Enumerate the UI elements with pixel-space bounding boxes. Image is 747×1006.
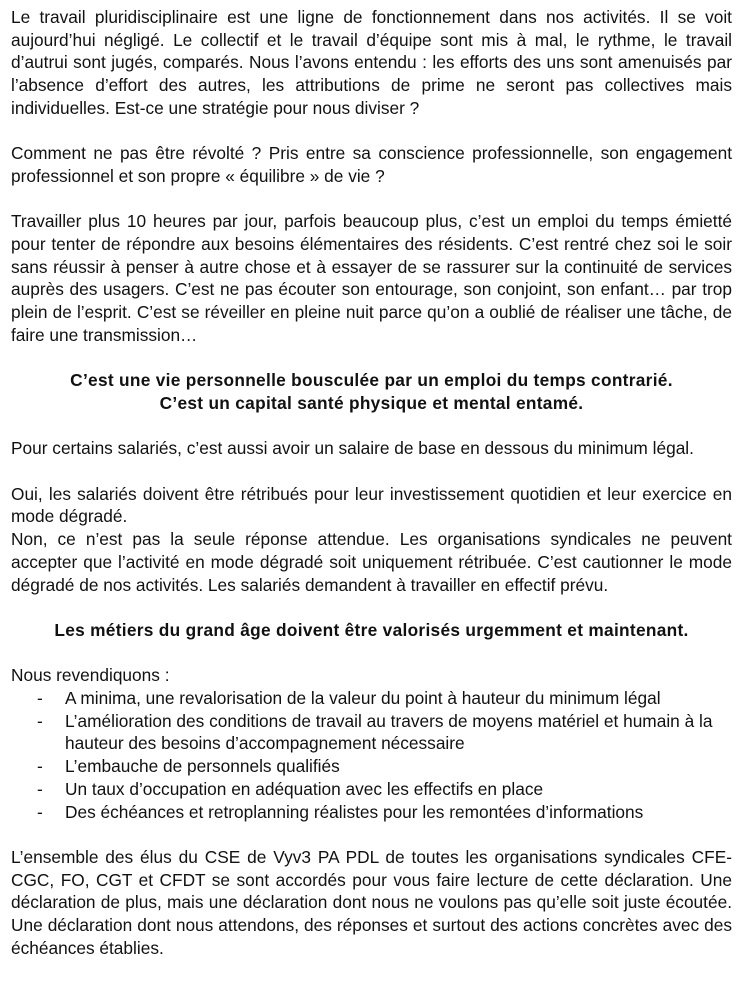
- paragraph-no: Non, ce n’est pas la seule réponse attendue. Les organisations syndicales ne peuvent accepter que l’activité en mode dégradé soit uniquement rétribuée. C’est cautionner le mode dégradé de nos activités. Les salariés demandent à travailler en effectif prévu.: [11, 529, 732, 595]
- paragraph-teamwork: Le travail pluridisciplinaire est une ligne de fonctionnement dans nos activités. Il se voit aujourd’hui négligé. Le collectif et le travail d’équipe sont mis à mal, le rythme, le travail d’autrui sont jugés, comparés. Nous l’avons entendu : les efforts des uns sont amenuisés par l’absence d’effort des autres, les attributions de prime ne seront pas collectives mais individuelles. Est-ce une stratégie pour nous diviser ?: [11, 7, 732, 118]
- paragraph-revolt: Comment ne pas être révolté ? Pris entre sa conscience professionnelle, son engagement professionnel et son propre « équilibre » de vie ?: [11, 143, 732, 186]
- paragraph-closing: L’ensemble des élus du CSE de Vyv3 PA PDL de toutes les organisations syndicales CFE-CGC, FO, CGT et CFDT se sont accordés pour vous faire lecture de cette déclaration. Une déclaration de plus, mais une déclaration dont nous ne voulons pas qu’elle soit juste écoutée. Une déclaration dont nous attendons, des réponses et surtout des actions concrètes avec des échéances établies.: [11, 846, 732, 958]
- highlight-personal-life: [11, 369, 732, 414]
- declaration-document: [11, 6, 732, 982]
- highlight-line-1: C’est une vie personnelle bousculée par un emploi du temps contrarié.: [70, 370, 673, 391]
- dash-bullet: -: [37, 710, 43, 731]
- dash-bullet: -: [37, 687, 43, 708]
- list-item-text: Un taux d’occupation en adéquation avec les effectifs en place: [65, 778, 544, 799]
- paragraph-yes: Oui, les salariés doivent être rétribués pour leur investissement quotidien et leur exercice en mode dégradé.: [11, 483, 732, 527]
- list-item-text: Des échéances et retroplanning réalistes pour les remontées d’informations: [65, 801, 644, 822]
- claims-intro: Nous revendiquons :: [11, 665, 170, 686]
- list-item: [11, 801, 732, 824]
- paragraph-workload: Travailler plus 10 heures par jour, parfois beaucoup plus, c’est un emploi du temps émietté pour tenter de répondre aux besoins élémentaires des résidents. C’est rentré chez soi le soir sans réussir à penser à autre chose et à essayer de se rassurer sur la continuité de services auprès des usagers. C’est ne pas écouter son entourage, son conjoint, son enfant… par trop plein de l’esprit. C’est se réveiller en pleine nuit parce qu’on a oublié de réaliser une tâche, de faire une transmission…: [11, 211, 732, 345]
- list-item-text: L’embauche de personnels qualifiés: [65, 756, 340, 777]
- list-item-text: L’amélioration des conditions de travail au travers de moyens matériel et humain à la hauteur des besoins d’accompagnement nécessaire: [65, 710, 713, 754]
- highlight-elderly-care: Les métiers du grand âge doivent être valorisés urgemment et maintenant.: [54, 619, 689, 640]
- claims-list: [11, 687, 732, 823]
- list-item-text: A minima, une revalorisation de la valeur du point à hauteur du minimum légal: [65, 687, 661, 708]
- dash-bullet: -: [37, 778, 43, 799]
- list-item: [11, 778, 732, 801]
- list-item: [11, 710, 732, 755]
- highlight-line-2: C’est un capital santé physique et mental entamé.: [159, 392, 584, 413]
- list-item: [11, 755, 732, 778]
- paragraph-salary: Pour certains salariés, c’est aussi avoir un salaire de base en dessous du minimum légal.: [11, 438, 694, 459]
- dash-bullet: -: [37, 801, 43, 822]
- dash-bullet: -: [37, 756, 43, 777]
- list-item: [11, 687, 732, 710]
